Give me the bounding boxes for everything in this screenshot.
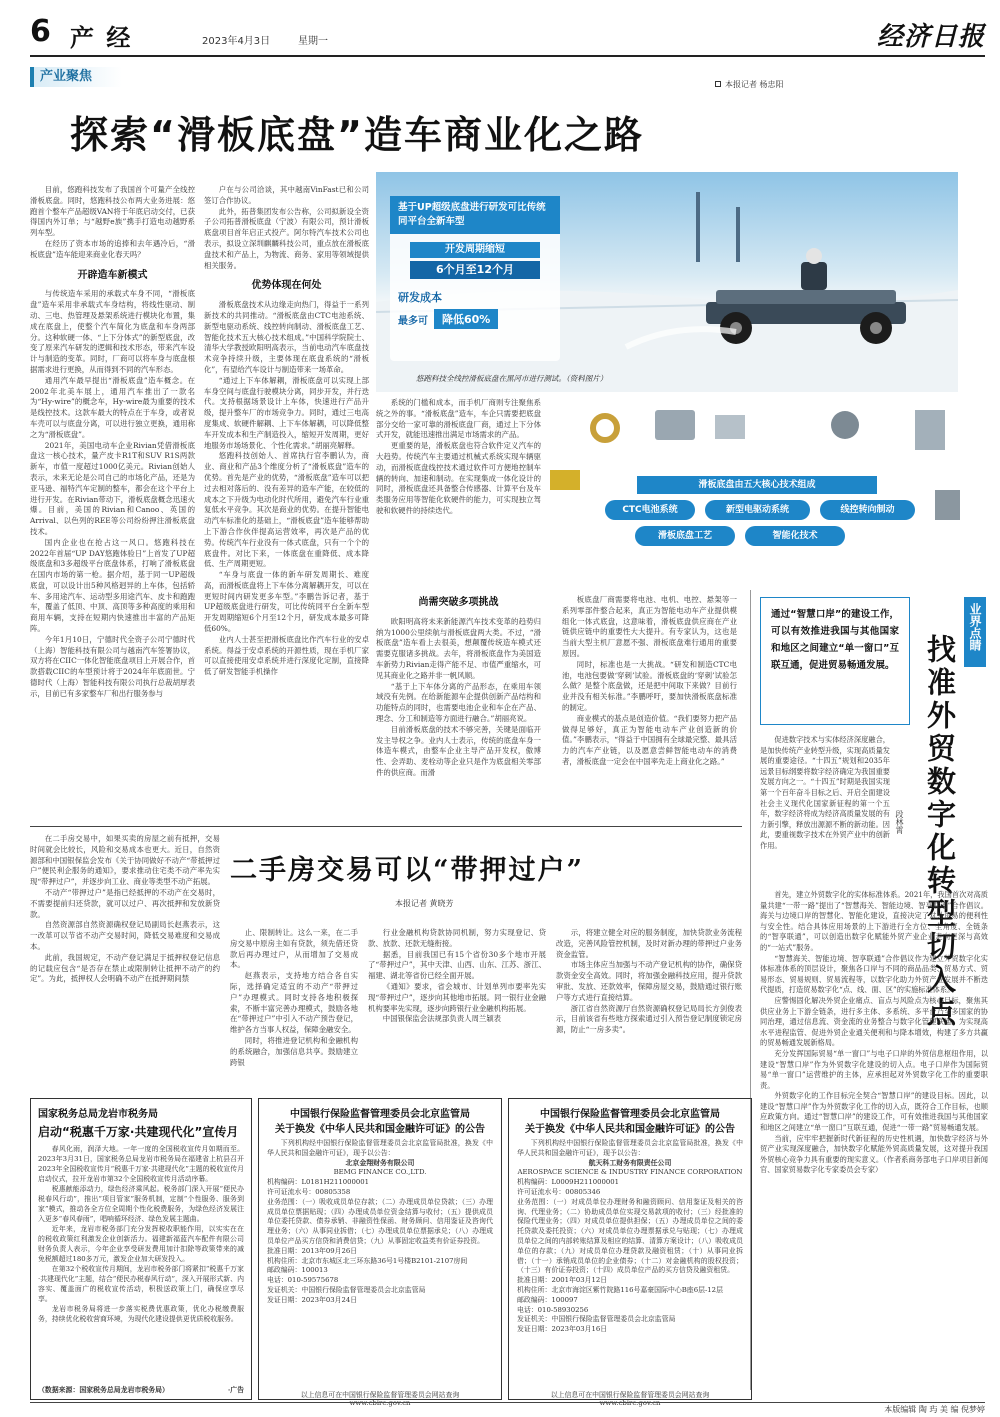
notice-field: 发证机关：中国银行保险监督管理委员会北京监管局 [517, 1315, 676, 1324]
sidebar-tag [964, 597, 986, 667]
paragraph: 目前滑板底盘的技术不够完善，关键是面临开发主导权之争。业内人士表示，传统的底盘车身一体造车模式，由整车企业主导产品开发权，傲博性、会弄助、麦栓动等企业只是作为底盘相关零部件的供应商。而滑 [376, 724, 541, 777]
bank-notice-2 [508, 1098, 752, 1407]
paragraph: 更重要的是，滑板底盘也符合软件定义汽车的大趋势。传统汽车主要通过机械式系统实现车辆驱动，而滑板底盘线控技术通过软件可方便地控制车辆的转向、加速和制动。在实现集成一体化设计的同时，滑板底盘还具备整合传感器、计算平台及车类服务应用等智能化软硬件的能力，可实现独立驾驶和软硬件的持续迭代。 [376, 441, 541, 515]
second-col3 [368, 928, 546, 1080]
sidebar-author [894, 810, 908, 834]
subhead: 开辟造车新模式 [77, 269, 148, 281]
infographic-headline: 基于UP超级底盘进行研发可比传统同平台全新车型 [390, 196, 560, 234]
tech-item-steer: 线控转向制动 [820, 500, 915, 520]
masthead-rule [30, 55, 985, 57]
paragraph: 户在与公司洽谈，其中越南VinFast已和公司签订合作协议。 [204, 185, 369, 205]
paragraph: 《通知》要求，省会城市、计划单列市要率先实现“带押过户”，逐步向其他地市拓展。同一银行业金融机构要率先实现，逐步向跨银行业金融机构拓展。 [368, 981, 546, 1013]
bank1-title-line1: 中国银行保险监督管理委员会北京监管局 [290, 1109, 470, 1120]
paragraph: 此前，我国规定，不动产登记满足于抵押权登记信息的记载应包含“是否存在禁止或限制转让抵押不动产的约定”。为此，抵押权人会明确不动产在抵押期间禁 [30, 952, 220, 984]
paragraph: 税惠献能添动力，绿色经济乘风起。税务部门深入开展“便民办税春风行动”，推出“项目管家”服务机制，定制“个性服务、服务到家”模式，推动各全方位全周期个性化税费服务，为绿色经济发展注入更多“春风春雨”，唱响循环经济、绿色发展主题曲。 [38, 1185, 244, 1223]
notice-field: 发证日期：2023年03月16日 [517, 1325, 608, 1334]
photo-infographic [376, 172, 958, 392]
tech-diagram [545, 400, 965, 580]
sidebar-author-name: 段林霄 [895, 810, 904, 834]
sidebar-headline: 找准外贸数字化转型切入点 [923, 634, 957, 1030]
paragraph: 板底盘厂商需要将电池、电机、电控、悬架等一系列零部件整合起来，真正为智能电动车产业提供模组化一体式底盘，这意味着，滑板底盘供应商在产业链供应链中的重要性大大提升。有专家认为，这也是当前大型主机厂意愿不强、滑板底盘难行通用的重要原因。 [562, 595, 737, 658]
paragraph: 在第32个税收宣传月期间，龙岩市税务部门将紧扣“税惠千万家·共建现代化”主题，结合“便民办税春风行动”，深入开展形式新、内容实、覆盖面广的税收宣传活动，积极送政策上门，确保应享尽享。 [38, 1265, 244, 1303]
infographic-panel [390, 196, 560, 361]
byline-text: 本报记者 杨忠阳 [725, 80, 784, 89]
paragraph: 自然资源部自然资源确权登记局副局长赵燕表示，这一改革可以节省不动产交易时间，降低交易难度和交易成本。 [30, 920, 220, 951]
paragraph: 此外，拓普集团发布公告称，公司拟新设全资子公司拓普滑板底盘（宁波）有限公司，预计滑板底盘项目首年启正式投产。阿尔特汽车技术公司也表示，拟设立深圳麒麟科技公司，重点放在滑板底盘技术和产品上，为物流、商务、家用等领域提供相关服务。 [204, 206, 369, 270]
bank1-website[interactable]: www.cbirc.gov.cn [349, 1399, 411, 1407]
notice-field: 发证机关：中国银行保险监督管理委员会北京监管局 [267, 1285, 426, 1294]
institution-name: 北京金翔财务有限公司 [345, 1158, 415, 1167]
paragraph: 国内企业也在抢占这一风口。悠跑科技在2022年首届“UP DAY悠跑体验日”上首发了UP超级底盘和3多超级平台底盘体系，打响了滑板底盘在国内市场的第一枪。据介绍，基于同一UP超级底盘，可以设计出5种风格迥异的上车体，包括轿车、多用途汽车、运动型多用途汽车、皮卡和跑跑车，覆盖了低顶、中顶、高顶等多种高度的乘用和商用车辆，支持在短期内快速推出丰富的产品矩阵。 [30, 537, 195, 634]
bank2-website[interactable]: www.cbirc.gov.cn [599, 1399, 661, 1407]
notice-intro: 下列机构经中国银行保险监督管理委员会北京监管局批准，换发《中华人民共和国金融许可证》，现予以公告： [267, 1139, 493, 1157]
paragraph: 滑板底盘技术从边缘走向热门，得益于一系列新技术的共同推动。“滑板底盘由CTC电池系统、新型电驱动系统、线控转向制动、滑板底盘工艺、智能化技术五大核心技术组成。”中国科学院院士、清华大学教授欧阳明高表示，当前电动汽车底盘技术竞争持续升级，主要体现在底盘系统的“滑板化”，有望给汽车设计与制造带来一场革命。 [204, 300, 369, 374]
paragraph: 中国银保监会法规部负责人周兰颖表 [382, 1014, 502, 1024]
notice-field: 电话：010-59575678 [267, 1276, 339, 1285]
paragraph: 不动产“带押过户”是指已经抵押的不动产在交易时，不需要提前归还贷款，就可以过户、再次抵押和发放新贷款。 [30, 887, 220, 919]
article-col3 [376, 398, 541, 578]
notice-field: 机构编码：L0009H211000001 [517, 1178, 620, 1187]
main-headline: 探索“滑板底盘”造车商业化之路 [70, 113, 644, 157]
cost-label: 研发成本 [398, 291, 442, 304]
institution-english: AEROSPACE SCIENCE & INDUSTRY FINANCE CORPORATION [517, 1168, 743, 1177]
notice-field: 批准日期：2013年09月26日 [267, 1246, 358, 1255]
paragraph: 首先，建立外贸数字化的实体标准体系。2021年，我国首次对高质量共建“一带一路”提出了“智慧海关、智能边境、智享联通”合作倡议。海关与边境口岸的智慧化、智能化建设，直接决定了对外贸易的便利性与安全性。结合具体应用场景的上下游进行全方位、全角度、全链条的“智享联通”，可以创造出数字化赋能外贸产业企业走向更深与高效的“一站式”服务。 [760, 890, 988, 952]
paragraph: 与传统造车采用的承载式车身不同，“滑板底盘”造车采用非承载式车身结构，将线性驱动、制动、三电、热管理及悬架系统进行模块化布置，集成在底盘上，使整个汽车简化为底盘和车身两部分。这种软硬一体、“上下分体式”的新型底盘，改变了原来汽车研发的逻辑和技术形态，带来汽车设计与制造的变革。同时，厂商可以将车身与底盘根据需求进行更换，从而得到不同的汽车形态。 [30, 289, 195, 374]
tech-header: 滑板底盘由五大核心技术组成 [637, 476, 877, 494]
cost-prefix: 最多可 [398, 315, 428, 327]
notice-field: 机构住所：北京市东城区北三环东路36号1号楼B2101-2107房间 [267, 1256, 468, 1265]
tech-item-drive: 新型电驱动系统 [705, 500, 810, 520]
tech-item-process: 滑板底盘工艺 [635, 526, 735, 546]
cost-value: 降低60% [434, 309, 498, 329]
notice-field: 批准日期：2001年03月12日 [517, 1276, 608, 1285]
notice-field: 业务范围：（一）对成员单位办理财务和融资顾问、信用鉴证及相关的咨询、代理业务；（二）协助成员单位实现交易款项的收付；（三）经批准的保险代理业务；（四）对成员单位提供担保；（五）办理成员单位之间的委托贷款及委托投资；（六）对成员单位办理票据承兑与贴现；（七）办理成员单位之间的内部转账结算及相应的结算、清算方案设计；（八）吸收成员单位的存款；（九）对成员单位办理贷款及融资租赁；（十）从事同业拆借；（十一）承销成员单位的企业债券；（十二）对金融机构的股权投资；（十三）有价证券投资；（十四）成员单位产品的买方信贷及融资租赁。 [517, 1197, 743, 1275]
article-col3b [376, 580, 541, 815]
paragraph: 外贸数字化的工作目标完全契合“智慧口岸”的建设目标。因此，以建设“智慧口岸”作为外贸数字化工作的切入点，既符合工作目标，也顺应政策方向。通过“智慧口岸”的建设工作，可有效推进我国与其他国家和地区之间建立“单一窗口”互联互通，促进“一带一路”贸易畅通发展。 [760, 1091, 988, 1133]
sidebar-quote-box [760, 597, 910, 725]
second-col4 [556, 928, 742, 1080]
byline-main [715, 79, 784, 90]
paragraph: “智慧海关、智能边境、智享联通”合作倡议作为建立外贸数字化实体标准体系的顶层设计，聚焦各口岸与不同的商品品类、贸易方式、贸易形态、贸易规则、贸易流程等，以数字化助力外贸产业发展并不断迭代提质，打造贸易数字化“点、线、面、区”的实施标准体系。 [760, 953, 988, 995]
notice-field: 许可证流水号：00805346 [517, 1187, 601, 1196]
tax-notice [30, 1098, 252, 1400]
column-tag-label: 产业聚焦 [40, 69, 93, 84]
paragraph: 示，将建立健全对应的服务制度，加快贷款业务流程改造，完善风险管控机制，及时对新办理的带押过户业务资金监管。 [556, 928, 742, 959]
sidebar-tag-label: 业界点睛 [968, 603, 982, 651]
paragraph: 市场主体应当加强与不动产登记机构的协作，确保贷款资金安全高效。同时，将加强金融科技应用，提升贷款审批、发放、还款效率，保障房屋交易，鼓励通过银行账户等方式进行直接结算。 [556, 960, 742, 1002]
bank2-title-line1: 中国银行保险监督管理委员会北京监管局 [540, 1109, 720, 1120]
paragraph: 近年来，龙岩市税务部门充分发挥税收职能作用，以实实在在的税收政策红利激发企业创新活力。福建新福蓝汽车配件有限公司财务负责人表示，今年企业享受研发费用加计扣除等政策带来的减免税额超过180多万元，激发企业加大研发投入。 [38, 1225, 244, 1263]
paragraph: 行业金融机构贷款协同机制，努力实现登记、贷款、放款、还款无缝衔接。 [368, 928, 546, 948]
dev-cycle-label: 开发周期缩短 [410, 242, 540, 258]
figure-caption: 悠跑科技全线控滑板底盘在黑河市进行测试。（资料图片） [416, 374, 608, 383]
paragraph: 目前，悠跑科技发布了我国首个可量产全线控滑板底盘。同时，悠跑科技公布两大业务进展：悠跑首个整车产品超级VAN将于年底启动交付，已获得国内外订单；与“越野e族”携手打造电动越野系列车型。 [30, 185, 195, 238]
byline-square-icon [715, 81, 721, 87]
paragraph: 浙江省自然资源厅自然资源确权登记局局长方剑俊表示，目前该省有些地方探索通过引入预告登记制度锁定房源，防止“一房多卖”。 [556, 1003, 742, 1035]
paragraph: 业内人士甚至把滑板底盘比作汽车行业的安卓系统。得益于安卓系统的开源性质，现在手机厂家可以直接使用安卓系统并进行深度化定制，直接降低了研发智能手机操作 [204, 634, 369, 677]
bank2-footer: 以上信息可在中国银行保险监督管理委员会网站查询 [550, 1391, 710, 1399]
paragraph: 悠跑科技创始人、首席执行官李鹏认为，商业、商业和产品3个维度分析了“滑板底盘”造车的优势。首先是产业的优势，“滑板底盘”造车可以把过去相对落后的、没有差异的造车产能，在较低的成本之下升级为电动化时代所用，避免汽车行业重复低水平竞争。其次是商业的优势。在提升智能电动汽车标准化的基础上，“滑板底盘”造车能够帮助上下游合作伙伴提高运营效率，再次是产品的优势。传统汽车行业没有一体式底盘，只有一个个的底盘件。对比下来，一体底盘在重降低、成本降低、生产周期更短。 [204, 451, 369, 569]
paragraph: 在经历了资本市场的追捧和去年遇冷后，“滑板底盘”造车能迎来商业化春天吗？ [30, 238, 195, 259]
notice-field: 邮政编码：100097 [517, 1295, 578, 1304]
issue-date: 2023年4月3日 [202, 36, 271, 47]
notice-field: 机构住所：北京市海淀区紫竹院路116号嘉豪国际中心B座6层-12层 [517, 1285, 723, 1294]
second-byline: 本报记者 黄晓芳 [395, 899, 454, 908]
second-col2 [230, 928, 358, 1080]
sidebar-body-2 [760, 890, 988, 1380]
paragraph: 据悉，目前我国已有15个省份30多个地市开展了“带押过户”，其中天津、山西、山东、江苏、浙江、福建、湖北等省份已经全面开展。 [368, 949, 546, 981]
paragraph: 在二手房交易中，如果买卖的房屋之前有抵押，交易时间就会比较长，风险和交易成本也更大。近日，自然资源部和中国银保监会发布《关于协同做好不动产“带抵押过户”便民利企服务的通知》，要求推动住宅类不动产率先实现“带押过户”，并逐步向工业、商业等类型不动产拓展。 [30, 834, 220, 887]
article-col4 [562, 595, 737, 815]
ad-mark: ·广告 [227, 1386, 244, 1394]
footer-rule [30, 1402, 985, 1403]
masthead [30, 14, 985, 52]
tax-source: （数据来源：国家税务总局龙岩市税务局） [38, 1386, 169, 1394]
paragraph: 同时，标准也是一大挑战。“研发和制造CTC电池，电池包要做‘穿刺’试验。滑板底盘的‘穿刺’试验怎么做？是整个底盘做，还是把中间取下来做？目前行业并没有相关标准。”李鹏呼吁，要加快滑板底盘标准的制定。 [562, 659, 737, 712]
bank2-title-line2: 关于换发《中华人民共和国金融许可证》的公告 [525, 1124, 735, 1135]
bank1-title-line2: 关于换发《中华人民共和国金融许可证》的公告 [275, 1124, 485, 1135]
notice-field: 电话：010-58930256 [517, 1305, 589, 1314]
institution-english: BEMG FINANCE CO.,LTD. [333, 1168, 427, 1177]
issue-weekday: 星期一 [298, 36, 328, 47]
paragraph: 2021年，美国电动车企业Rivian凭借滑板底盘这一核心技术，量产皮卡R1T和SUV R1S两款新车，市值一度超过1000亿美元。Rivian创始人表示，未来无论是公司自己的市场化产品，还是为亚马逊、福特汽车定制的整车，都会在这个平台上进行开发。在Rivian带动下，滑板底盘概念迅速火爆。目前，美国的Rivian和Canoo、英国的Arrival、以色列的REE等公司纷纷押注滑板底盘技术。 [30, 440, 195, 536]
article-col2 [204, 185, 369, 815]
tech-item-smart: 智能化技术 [745, 526, 845, 546]
paragraph: 龙岩市税务局将进一步落实税费优惠政策，优化办税缴费服务，持续优化税收营商环境，为现代化建设提供更优质税收服务。 [38, 1305, 244, 1323]
paragraph: 充分发挥国际贸易“单一窗口”与电子口岸的外贸信息枢纽作用，以建设“智慧口岸”作为外贸数字化建设的切入点。电子口岸作为国际贸易“单一窗口”运营维护的主体，应承担起对外贸数字化工作的重要职责。 [760, 1048, 988, 1090]
paragraph: 止、限制转让。这么一来，在二手房交易中原房主如有贷款，须先借还贷款后再办理过户，从而增加了交易成本。 [230, 928, 358, 970]
paragraph: 商业模式的基点是创造价值。“我们要努力把产品做得足够好，真正为智能电动车产业创造新的价值。”李鹏表示，“得益于中国拥有全球最完整、最具活力的汽车产业链，以及愿意尝鲜智能电动车的消费者，滑板底盘一定会在中国率先走上商业化之路。” [562, 713, 737, 766]
section-name: 产 经 [70, 23, 133, 52]
tax-title: 启动“税惠千万家·共建现代化”宣传月 [38, 1125, 239, 1139]
paragraph: 今年1月10日，宁德时代全资子公司宁德时代（上海）智能科技有限公司与越南汽车签署协议，双方将在CIIC一体化智能底盘项目上开展合作，首款搭载CIIC的车型预计将于2024年年底面世。宁德时代（上海）智能科技有限公司执行总裁胡厚表示，目前已有多家整车厂和出行服务参与 [30, 634, 195, 698]
notice-field: 发证日期：2023年03月24日 [267, 1295, 358, 1304]
notice-field: 机构编码：L0181H211000001 [267, 1178, 370, 1187]
paragraph: 赵燕表示，支持地方结合各自实际，选择确定适宜的不动产“带押过户”办理模式。同时支持各地积极探索，不断丰富完善办理模式，鼓励各地在“带押过户”中引入不动产预告登记，维护各方当事人权益，保障金融安全。 [230, 971, 358, 1035]
dev-cycle-value: 6个月至12个月 [410, 261, 540, 279]
paragraph: 同时，将推进登记机构和金融机构的系统融合，加强信息共享。鼓励建立跨银 [230, 1035, 358, 1067]
paragraph: 促进数字技术与实体经济深度融合，是加快传统产业转型升级，实现高质量发展的重要途径。“十四五”规划和2035年远景目标纲要将数字经济确定为我国重要发展方向之一。“十四五”时期是我国实现第一个百年奋斗目标之后、开启全面建设社会主义现代化国家新征程的第一个五年，数字经济将成为经济高质量发展的有力新引擎，释放出源源不断的新动能。因此，要重视数字技术在外贸产业中的创新作用。 [760, 735, 890, 850]
paragraph: 系统的门槛和成本，而手机厂商则专注聚焦系统之外的事。“滑板底盘”造车，车企只需要把底盘部分交给一家可靠的滑板底盘厂商，通过上下分体式开发，就能迅速推出满足市场需求的产品。 [376, 398, 541, 440]
paragraph: “基于上下车体分离的产品形态，在乘用车领域没有先例。在给新能源车企提供创新产品结构和功能特点的同时，也需要电池企业和车企在产品、理念、分工和制造等方面进行融合。”胡丽亮说。 [376, 681, 541, 723]
page-number: 6 [30, 14, 51, 49]
tax-org: 国家税务总局龙岩市税务局 [38, 1109, 158, 1120]
second-col1 [30, 834, 220, 1080]
tech-item-ctc: CTC电池系统 [605, 500, 695, 520]
bank2-body [517, 1139, 743, 1389]
paper-logo: 经济日报 [876, 22, 985, 52]
paragraph: “通过上下车体解耦，滑板底盘可以实现上部车身空间与底盘行驶模块分离，同步开发，并行迭代。支持根据场景设计上车体，快速进行产品升级，提升整车厂的市场竞争力。同时，通过三电高度集成、软硬件解耦、上下车体解耦，可以降低整车开发成本和生产制造投入，缩短开发周期，更好地服务市场场景化、个性化需求。”胡丽亮解释。 [204, 375, 369, 450]
second-headline: 二手房交易可以“带押过户” [230, 855, 585, 886]
subhead: 尚需突破多项挑战 [418, 597, 499, 608]
paragraph: 欧阳明高将未来新能源汽车技术变革的趋势归纳为1000公里续航与滑板底盘两大类。不过，“滑板底盘”造车看上去很美，想颠覆传统造车模式还需要克服诸多挑战。去年，将滑板底盘作为美国造车新势力Rivian走得产能不足、市值严重缩水，可见其商业化之路并非一帆风顺。 [376, 616, 541, 680]
bank-notice-1 [258, 1098, 502, 1407]
paragraph: 春风化雨，润泽大地。一年一度的全国税收宣传月如期而至。2023年3月31日，国家税务总局龙岩市税务局在福建省上杭县召开2023年全国税收宣传月“税惠千万家·共建现代化”主题的税收宣传月启动仪式，拉开龙岩市第32个全国税收宣传月活动序幕。 [38, 1145, 244, 1183]
paragraph: 应警惕固化解决外贸企业痛点、盲点与风险点为核心目标，聚焦其供应业务上下游全链条，进行多主体、多系统、多平台乃至多国家的协同治理，通过信息流、资金流的业务整合与数字化管理联通。为实现高水平进程监管、促进外贸企业通关便利和与降本增效，构建了多方共赢的贸易畅通发展新格局。 [760, 995, 988, 1048]
institution-name: 航天科工财务有限责任公司 [588, 1158, 672, 1167]
tax-body [38, 1144, 244, 1382]
footer-editors: 本版编辑 陶 玙 美 编 倪梦婷 [884, 1405, 985, 1414]
subhead: 优势体现在何处 [251, 280, 322, 292]
article-col1 [30, 185, 195, 815]
bank1-body [267, 1139, 493, 1389]
sidebar-quote: 通过“智慧口岸”的建设工作，可以有效推进我国与其他国家和地区之间建立“单一窗口”互联互通，促进贸易畅通发展。 [771, 609, 899, 671]
paragraph: 当前，应牢牢把握新时代新征程的历史性机遇，加快数字经济与外贸产业实现深度融合，加快数字化赋能外贸高质量发展，这对提升我国外贸核心竞争力具有重要的现实意义。（作者系商务部电子口岸项目新闻官、国家贸易数字化专家委员会专家） [760, 1133, 988, 1175]
second-article-rule [30, 826, 742, 827]
notice-intro: 下列机构经中国银行保险监督管理委员会北京监管局批准，换发《中华人民共和国金融许可证》，现予以公告： [517, 1139, 743, 1157]
paragraph: 通用汽车最早提出“滑板底盘”造车概念。在2002年北美车展上，通用汽车推出了一款名为“Hy-wire”的概念车，Hy-wire最为重要的技术是线控技术。这款车最大的特点在于车身，或者说车壳可以与底盘分离，可以进行独立更换，通用称之为“滑板底盘”。 [30, 375, 195, 439]
bank1-footer: 以上信息可在中国银行保险监督管理委员会网站查询 [300, 1391, 460, 1399]
notice-field: 许可证流水号：00805358 [267, 1187, 351, 1196]
column-tag [30, 67, 122, 87]
notice-field: 业务范围：（一）吸收成员单位存款；（二）办理成员单位贷款；（三）办理成员单位票据贴现；（四）办理成员单位资金结算与收付；（五）提供成员单位委托贷款、债券承销、非融资性保函、财务顾问、信用鉴证及咨询代理业务；（六）从事同业拆借；（七）办理成员单位票据承兑；（八）办理成员单位产品买方信贷和消费信贷；（九）从事固定收益类有价证券投资。 [267, 1197, 493, 1245]
paragraph: “车身与底盘一体的新车研发周期长、难度高，而滑板底盘将上下车体分离解耦开发，可以在更短时间内研发更多车型。”李鹏告诉记者，基于UP超级底盘进行研发，可比传统同平台全新车型开发周期缩短6个月至12个月，研发成本最多可降低60%。 [204, 570, 369, 634]
notice-field: 邮政编码：100013 [267, 1266, 328, 1275]
